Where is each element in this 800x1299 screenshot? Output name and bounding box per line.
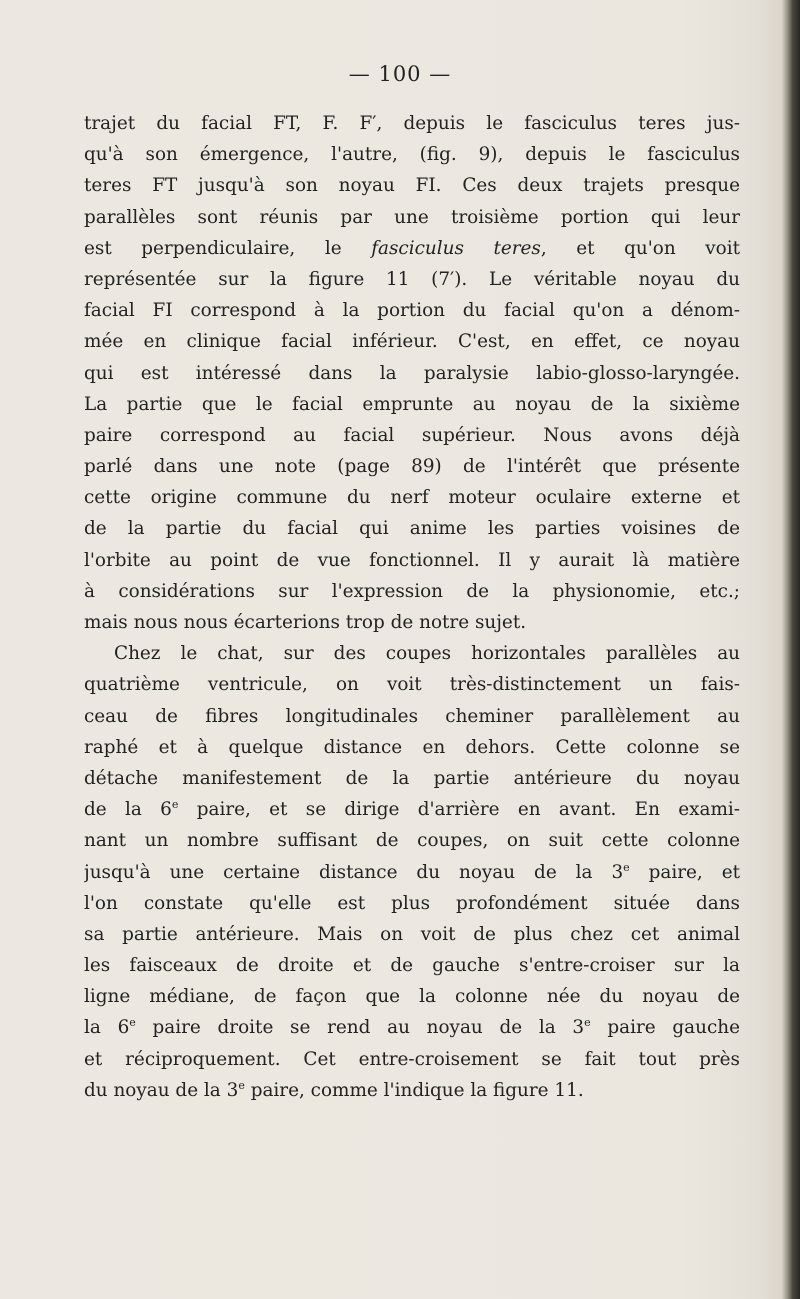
text-line: représentée sur la figure 11 (7′). Le véritable noyau du — [84, 268, 740, 290]
text-line: mais nous nous écarterions trop de notre sujet. — [84, 612, 527, 633]
text-line: ligne médiane, de façon que la colonne née du noyau de — [84, 986, 740, 1008]
text-line: jusqu'à une certaine distance du noyau de la 3e paire, et — [84, 860, 740, 883]
text-line: parallèles sont réunis par une troisième portion qui leur — [84, 206, 740, 228]
text-line: de la partie du facial qui anime les parties voisines de — [84, 518, 740, 540]
text-line: sa partie antérieure. Mais on voit de plus chez cet animal — [84, 923, 740, 945]
text-line: paire correspond au facial supérieur. Nous avons déjà — [84, 424, 740, 446]
text-line: détache manifestement de la partie antérieure du noyau — [84, 767, 740, 789]
text-line: parlé dans une note (page 89) de l'intérêt que présente — [84, 456, 740, 478]
text-line: nant un nombre suffisant de coupes, on suit cette colonne — [84, 830, 740, 852]
text-line: qu'à son émergence, l'autre, (fig. 9), depuis le fasciculus — [84, 144, 740, 166]
text-line: et réciproquement. Cet entre-croisement se fait tout près — [84, 1048, 740, 1070]
text-line: qui est intéressé dans la paralysie labio-glosso-laryngée. — [84, 362, 740, 384]
text-line: à considérations sur l'expression de la physionomie, etc.; — [84, 580, 740, 602]
text-line: trajet du facial FT, F. F′, depuis le fasciculus teres jus- — [84, 113, 740, 134]
text-line: cette origine commune du nerf moteur oculaire externe et — [84, 487, 740, 509]
text-line: ceau de fibres longitudinales cheminer parallèlement au — [84, 705, 740, 727]
text-line: la 6e paire droite se rend au noyau de la 3e paire gauche — [84, 1016, 740, 1039]
text-line: facial FI correspond à la portion du facial qu'on a dénom- — [84, 300, 740, 322]
text-line: La partie que le facial emprunte au noyau de la sixième — [84, 393, 740, 415]
text-line: Chez le chat, sur des coupes horizontales parallèles au — [114, 643, 740, 665]
text-line: raphé et à quelque distance en dehors. Cette colonne se — [84, 736, 740, 758]
text-line: l'on constate qu'elle est plus profondément située dans — [84, 892, 740, 914]
text-line: les faisceaux de droite et de gauche s'entre-croiser sur la — [84, 955, 740, 977]
text-line: quatrième ventricule, on voit très-distinctement un fais- — [84, 674, 740, 696]
text-line: de la 6e paire, et se dirige d'arrière en avant. En exami- — [84, 798, 740, 821]
body-text — [84, 108, 740, 1106]
text-line: l'orbite au point de vue fonctionnel. Il y aurait là matière — [84, 549, 740, 571]
page-edge-shadow — [782, 0, 800, 1299]
text-line: est perpendiculaire, le fasciculus teres, et qu'on voit — [84, 237, 740, 259]
text-line: teres FT jusqu'à son noyau FI. Ces deux trajets presque — [84, 175, 740, 197]
page-number: — 100 — — [348, 62, 452, 86]
text-line: mée en clinique facial inférieur. C'est, en effet, ce noyau — [84, 331, 740, 353]
text-line: du noyau de la 3e paire, comme l'indique la figure 11. — [84, 1078, 584, 1101]
